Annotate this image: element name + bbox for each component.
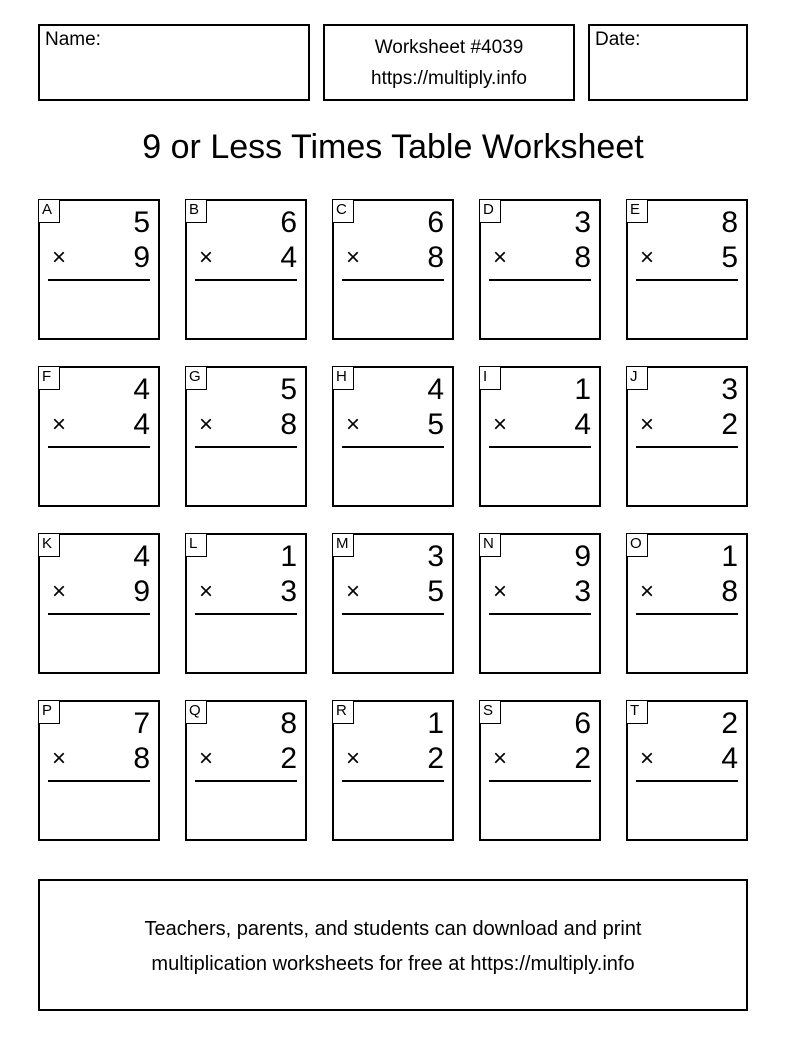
problem-box [479,366,601,507]
problem-box [185,199,307,340]
problem-label: D [479,199,501,223]
footer-line-2: multiplication worksheets for free at https://multiply.info [151,953,635,975]
multiplicand: 7 [133,707,150,740]
multiplier: 5 [721,241,738,274]
multiplicand: 4 [133,373,150,406]
problem-label: T [626,700,648,724]
problem-label: F [38,366,60,390]
times-sign: × [346,411,361,438]
multiplicand: 2 [721,707,738,740]
answer-line [48,613,150,615]
times-sign: × [346,745,361,772]
problem-box [479,199,601,340]
times-sign: × [52,411,67,438]
multiplier: 8 [574,241,591,274]
answer-line [195,780,297,782]
times-sign: × [199,578,214,605]
times-sign: × [640,411,655,438]
times-sign: × [640,578,655,605]
problem-box [479,700,601,841]
multiplier: 8 [280,408,297,441]
problem-box [185,366,307,507]
problem-label: B [185,199,207,223]
multiplier: 8 [133,742,150,775]
problem-label: A [38,199,60,223]
answer-line [342,780,444,782]
multiplicand: 3 [427,540,444,573]
times-sign: × [493,578,508,605]
answer-line [636,446,738,448]
problem-box [38,366,160,507]
multiplier: 5 [427,408,444,441]
answer-line [342,279,444,281]
footer-line-1: Teachers, parents, and students can download and print [144,918,642,940]
answer-line [195,279,297,281]
multiplicand: 4 [427,373,444,406]
answer-line [489,780,591,782]
multiplicand: 1 [721,540,738,573]
multiplier: 2 [280,742,297,775]
answer-line [636,613,738,615]
name-label: Name: [45,29,101,50]
times-sign: × [52,578,67,605]
problem-label: I [479,366,501,390]
answer-line [342,613,444,615]
problem-box [626,533,748,674]
worksheet-url: https://multiply.info [371,68,527,89]
answer-line [48,279,150,281]
worksheet-number: Worksheet #4039 [374,37,524,58]
times-sign: × [493,745,508,772]
multiplicand: 6 [574,707,591,740]
times-sign: × [199,244,214,271]
worksheet-info-box [323,24,575,101]
problem-label: N [479,533,501,557]
problem-box [479,533,601,674]
multiplicand: 1 [280,540,297,573]
multiplicand: 9 [574,540,591,573]
answer-line [48,446,150,448]
multiplicand: 3 [721,373,738,406]
multiplier: 2 [574,742,591,775]
problem-box [185,533,307,674]
problem-box [626,366,748,507]
answer-line [489,446,591,448]
answer-line [636,780,738,782]
multiplier: 4 [133,408,150,441]
problem-box [38,700,160,841]
answer-line [636,279,738,281]
multiplier: 2 [721,408,738,441]
problem-label: J [626,366,648,390]
name-field-box [38,24,310,101]
problem-label: L [185,533,207,557]
multiplier: 4 [721,742,738,775]
times-sign: × [52,244,67,271]
problem-box [626,700,748,841]
answer-line [48,780,150,782]
times-sign: × [199,745,214,772]
multiplicand: 8 [721,206,738,239]
multiplicand: 8 [280,707,297,740]
date-label: Date: [595,29,641,50]
multiplier: 3 [574,575,591,608]
multiplier: 8 [427,241,444,274]
times-sign: × [346,244,361,271]
multiplier: 4 [280,241,297,274]
multiplicand: 1 [427,707,444,740]
multiplier: 9 [133,575,150,608]
times-sign: × [52,745,67,772]
answer-line [489,279,591,281]
multiplier: 4 [574,408,591,441]
multiplicand: 6 [427,206,444,239]
times-sign: × [493,411,508,438]
problem-box [332,366,454,507]
problem-label: K [38,533,60,557]
multiplicand: 6 [280,206,297,239]
problem-box [626,199,748,340]
times-sign: × [199,411,214,438]
times-sign: × [493,244,508,271]
multiplier: 8 [721,575,738,608]
problem-label: O [626,533,648,557]
times-sign: × [346,578,361,605]
problem-box [38,199,160,340]
problem-box [332,700,454,841]
multiplicand: 3 [574,206,591,239]
answer-line [195,446,297,448]
problem-box [332,199,454,340]
times-sign: × [640,745,655,772]
problem-label: S [479,700,501,724]
date-field-box [588,24,748,101]
problem-label: E [626,199,648,223]
problem-label: Q [185,700,207,724]
problem-label: M [332,533,354,557]
problem-label: G [185,366,207,390]
footer-box [38,879,748,1011]
problem-box [332,533,454,674]
multiplicand: 5 [280,373,297,406]
multiplicand: 4 [133,540,150,573]
problem-box [185,700,307,841]
problem-box [38,533,160,674]
answer-line [489,613,591,615]
multiplier: 2 [427,742,444,775]
problem-label: R [332,700,354,724]
multiplier: 9 [133,241,150,274]
page-title: 9 or Less Times Table Worksheet [142,128,644,166]
problem-label: P [38,700,60,724]
problem-label: C [332,199,354,223]
answer-line [342,446,444,448]
multiplier: 5 [427,575,444,608]
answer-line [195,613,297,615]
multiplicand: 1 [574,373,591,406]
multiplier: 3 [280,575,297,608]
problem-label: H [332,366,354,390]
times-sign: × [640,244,655,271]
multiplicand: 5 [133,206,150,239]
